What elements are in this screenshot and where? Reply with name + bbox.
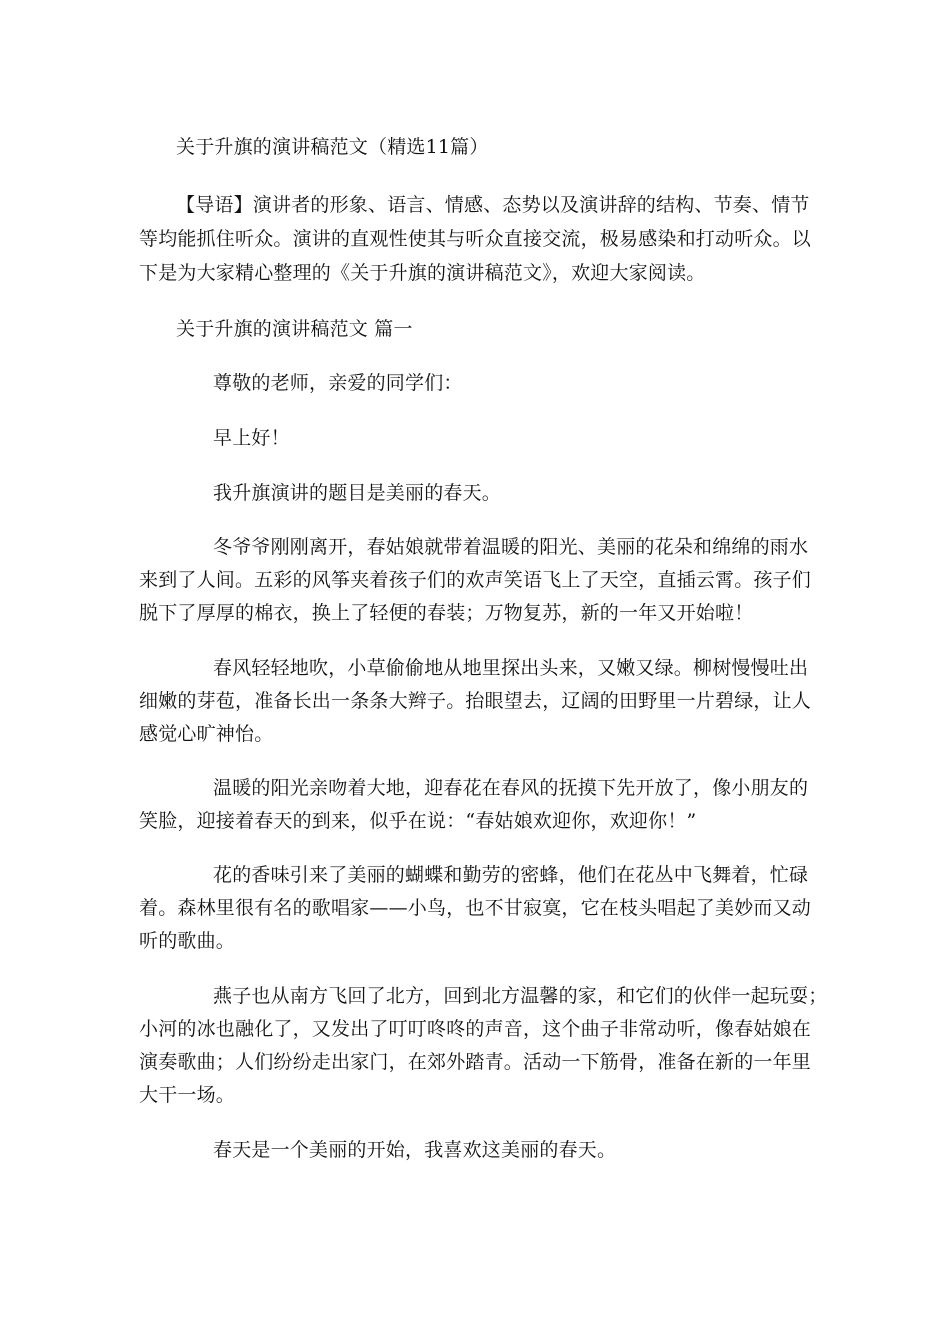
paragraph-line: 脱下了厚厚的棉衣，换上了轻便的春装；万物复苏，新的一年又开始啦！	[139, 602, 754, 624]
paragraph-line: 感觉心旷神怡。	[139, 723, 274, 745]
intro-line: 等均能抓住听众。演讲的直观性使其与听众直接交流，极易感染和打动听众。以	[139, 228, 812, 250]
paragraph-line: 笑脸，迎接着春天的到来，似乎在说：“春姑娘欢迎你，欢迎你！”	[139, 810, 697, 832]
paragraph-line: 尊敬的老师，亲爱的同学们：	[213, 372, 463, 394]
paragraph-line: 细嫩的芽苞，准备长出一条条大辫子。抬眼望去，辽阔的田野里一片碧绿，让人	[139, 690, 812, 712]
section-heading: 关于升旗的演讲稿范文 篇一	[176, 318, 413, 340]
paragraph-line: 温暖的阳光亲吻着大地，迎春花在春风的抚摸下先开放了，像小朋友的	[213, 777, 809, 799]
paragraph-line: 听的歌曲。	[139, 930, 236, 952]
intro-line: 【导语】演讲者的形象、语言、情感、态势以及演讲辞的结构、节奏、情节	[176, 194, 810, 216]
paragraph-line: 我升旗演讲的题目是美丽的春天。	[213, 482, 502, 504]
intro-line: 下是为大家精心整理的《关于升旗的演讲稿范文》，欢迎大家阅读。	[139, 262, 706, 284]
paragraph-line: 小河的冰也融化了，又发出了叮叮咚咚的声音，这个曲子非常动听，像春姑娘在	[139, 1018, 812, 1040]
paragraph-line: 春天是一个美丽的开始，我喜欢这美丽的春天。	[213, 1139, 617, 1161]
document-title: 关于升旗的演讲稿范文（精选11篇）	[176, 136, 489, 158]
paragraph-line: 着。森林里很有名的歌唱家——小鸟，也不甘寂寞，它在枝头唱起了美妙而又动	[139, 897, 812, 919]
paragraph-line: 来到了人间。五彩的风筝夹着孩子们的欢声笑语飞上了天空，直插云霄。孩子们	[139, 569, 812, 591]
paragraph-line: 冬爷爷刚刚离开，春姑娘就带着温暖的阳光、美丽的花朵和绵绵的雨水	[213, 536, 809, 558]
paragraph-line: 早上好！	[213, 427, 290, 449]
paragraph-line: 燕子也从南方飞回了北方，回到北方温馨的家，和它们的伙伴一起玩耍；	[213, 985, 828, 1007]
paragraph-line: 花的香味引来了美丽的蝴蝶和勤劳的密蜂，他们在花丛中飞舞着，忙碌	[213, 864, 809, 886]
paragraph-line: 大干一场。	[139, 1084, 236, 1106]
paragraph-line: 春风轻轻地吹，小草偷偷地从地里探出头来，又嫩又绿。柳树慢慢吐出	[213, 657, 809, 679]
paragraph-line: 演奏歌曲；人们纷纷走出家门，在郊外踏青。活动一下筋骨，准备在新的一年里	[139, 1051, 812, 1073]
